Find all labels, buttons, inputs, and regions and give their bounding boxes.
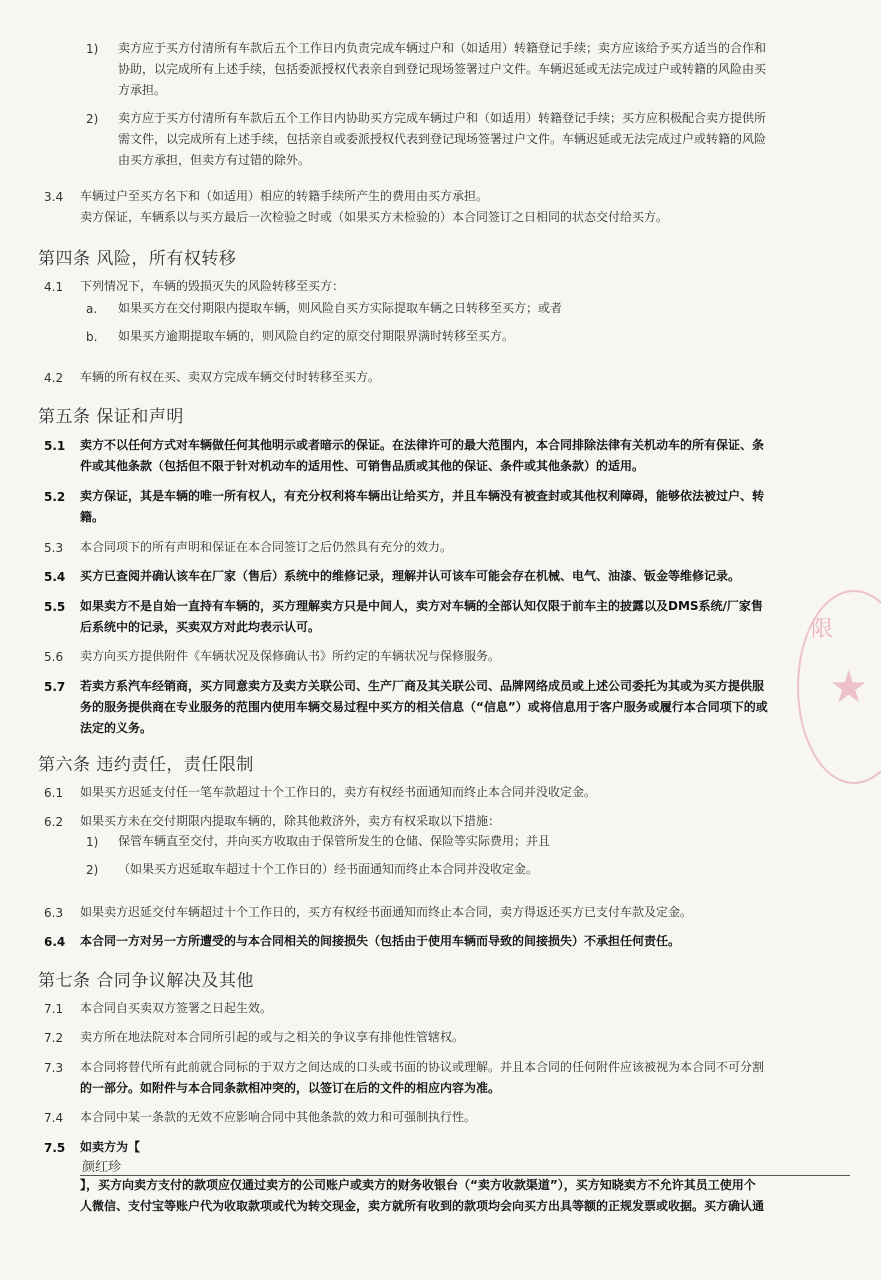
clause-text: 如果卖方迟延交付车辆超过十个工作日的，买方有权经书面通知而终止本合同，卖方得返还买方已支付车款及定金。 xyxy=(80,905,693,919)
clause-number: 6.3 xyxy=(44,906,64,920)
company-seal-stamp xyxy=(797,590,881,784)
star-icon: ★ xyxy=(829,662,869,713)
clause-text: 车辆过户至买方名下和（如适用）相应的转籍手续所产生的费用由买方承担。 xyxy=(80,189,489,203)
clause-number: 7.2 xyxy=(44,1031,64,1045)
clause-text: 卖方应于买方付清所有车款后五个工作日内负责完成车辆过户和（如适用）转籍登记手续；卖方应该给予买方适当的合作和 xyxy=(118,41,767,55)
clause-number: 4.1 xyxy=(44,280,64,294)
clause-text: 本合同一方对另一方所遭受的与本合同相关的间接损失（包括由于使用车辆而导致的间接损失）不承担任何责任。 xyxy=(80,934,681,948)
item-number: 2) xyxy=(86,863,99,877)
handwritten-name: 颜红珍 xyxy=(82,1160,122,1175)
clause-text: 买方已查阅并确认该车在厂家（售后）系统中的维修记录，理解并认可该车可能会存在机械、电气、油漆、钣金等维修记录。 xyxy=(80,569,741,583)
clause-number: 5.4 xyxy=(44,570,66,584)
clause-text: 人微信、支付宝等账户代为收取款项或代为转交现金，卖方就所有收到的款项均会向买方出具等额的正规发票或收据。买方确认通 xyxy=(80,1199,765,1213)
clause-text: 务的服务提供商在专业服务的范围内使用车辆交易过程中买方的相关信息（“信息”）或将信息用于客户服务或履行本合同项下的或 xyxy=(80,700,768,714)
item-letter: a. xyxy=(86,302,98,316)
clause-text: 下列情况下，车辆的毁损灭失的风险转移至买方： xyxy=(80,279,345,293)
clause-text: 保管车辆直至交付，并向买方收取由于保管所发生的仓储、保险等实际费用；并且 xyxy=(118,834,551,848)
clause-text: 如果买方未在交付期限内提取车辆的，除其他救济外，卖方有权采取以下措施： xyxy=(80,814,501,828)
clause-number: 5.3 xyxy=(44,541,64,555)
item-number: 1) xyxy=(86,42,99,56)
clause-number: 3.4 xyxy=(44,190,64,204)
section-heading: 第六条 违约责任，责任限制 xyxy=(38,755,254,775)
clause-text: 方承担。 xyxy=(118,83,167,97)
clause-number: 7.3 xyxy=(44,1061,64,1075)
clause-number: 7.4 xyxy=(44,1111,64,1125)
clause-number: 6.4 xyxy=(44,935,66,949)
clause-text: 车辆的所有权在买、卖双方完成车辆交付时转移至买方。 xyxy=(80,370,381,384)
clause-text: 需文件，以完成所有上述手续，包括亲自或委派授权代表到登记现场签署过户文件。车辆迟延或无法完成过户或转籍的风险 xyxy=(118,132,767,146)
clause-text: 本合同中某一条款的无效不应影响合同中其他条款的效力和可强制执行性。 xyxy=(80,1110,477,1124)
clause-number: 7.5 xyxy=(44,1141,66,1155)
clause-text: 卖方应于买方付清所有车款后五个工作日内协助买方完成车辆过户和（如适用）转籍登记手续；买方应积极配合卖方提供所 xyxy=(118,111,767,125)
clause-text: 如果买方在交付期限内提取车辆，则风险自买方实际提取车辆之日转移至买方；或者 xyxy=(118,301,563,315)
clause-text: 的一部分。如附件与本合同条款相冲突的，以签订在后的文件的相应内容为准。 xyxy=(80,1081,501,1095)
clause-text: 如卖方为【 xyxy=(80,1140,141,1154)
clause-text: 后系统中的记录，买卖双方对此均表示认可。 xyxy=(80,620,321,634)
clause-number: 5.5 xyxy=(44,600,66,614)
clause-text: 本合同自买卖双方签署之日起生效。 xyxy=(80,1001,273,1015)
clause-number: 4.2 xyxy=(44,371,64,385)
item-letter: b. xyxy=(86,330,98,344)
item-number: 1) xyxy=(86,835,99,849)
clause-number: 5.1 xyxy=(44,439,66,453)
clause-number: 5.2 xyxy=(44,490,66,504)
clause-text: 件或其他条款（包括但不限于针对机动车的适用性、可销售品质或其他的保证、条件或其他条款）的适用。 xyxy=(80,459,645,473)
clause-text: 法定的义务。 xyxy=(80,721,153,735)
clause-number: 6.1 xyxy=(44,786,64,800)
section-heading: 第五条 保证和声明 xyxy=(38,407,184,427)
clause-text: （如果买方迟延取车超过十个工作日的）经书面通知而终止本合同并没收定金。 xyxy=(118,862,539,876)
clause-text: 卖方保证，车辆系以与买方最后一次检验之时或（如果买方未检验的）本合同签订之日相同的状态交付给买方。 xyxy=(80,210,669,224)
clause-text: 本合同项下的所有声明和保证在本合同签订之后仍然具有充分的效力。 xyxy=(80,540,453,554)
clause-number: 5.6 xyxy=(44,650,64,664)
clause-number: 6.2 xyxy=(44,815,64,829)
clause-text: 籍。 xyxy=(80,510,105,524)
seal-fragment: 限 xyxy=(811,617,834,642)
clause-text: 若卖方系汽车经销商，买方同意卖方及卖方关联公司、生产厂商及其关联公司、品牌网络成员或上述公司委托为其或为买方提供服 xyxy=(80,679,765,693)
item-number: 2) xyxy=(86,112,99,126)
clause-text: 卖方保证，其是车辆的唯一所有权人，有充分权利将车辆出让给买方，并且车辆没有被查封或其他权利障碍，能够依法被过户、转 xyxy=(80,489,765,503)
clause-number: 7.1 xyxy=(44,1002,64,1016)
section-heading: 第七条 合同争议解决及其他 xyxy=(38,971,254,991)
clause-text: 卖方向买方提供附件《车辆状况及保修确认书》所约定的车辆状况与保修服务。 xyxy=(80,649,501,663)
section-heading: 第四条 风险，所有权转移 xyxy=(38,249,237,269)
clause-text: 如果买方逾期提取车辆的，则风险自约定的原交付期限界满时转移至买方。 xyxy=(118,329,515,343)
clause-text: 本合同将替代所有此前就合同标的于双方之间达成的口头或书面的协议或理解。并且本合同的任何附件应该被视为本合同不可分割 xyxy=(80,1060,765,1074)
clause-text: 卖方所在地法院对本合同所引起的或与之相关的争议享有排他性管辖权。 xyxy=(80,1030,465,1044)
clause-text: 卖方不以任何方式对车辆做任何其他明示或者暗示的保证。在法律许可的最大范围内，本合同排除法律有关机动车的所有保证、条 xyxy=(80,438,765,452)
clause-text: 如果买方迟延支付任一笔车款超过十个工作日的，卖方有权经书面通知而终止本合同并没收定金。 xyxy=(80,785,597,799)
clause-number: 5.7 xyxy=(44,680,66,694)
clause-text: 由买方承担，但卖方有过错的除外。 xyxy=(118,153,311,167)
clause-text: 如果卖方不是自始一直持有车辆的，买方理解卖方只是中间人，卖方对车辆的全部认知仅限于前车主的披露以及DMS系统/厂家售 xyxy=(80,599,763,613)
clause-text: 协助，以完成所有上述手续，包括委派授权代表亲自到登记现场签署过户文件。车辆迟延或无法完成过户或转籍的风险由买 xyxy=(118,62,767,76)
clause-text: 】，买方向卖方支付的款项应仅通过卖方的公司账户或卖方的财务收银台（“卖方收款渠道”），买方知晓卖方不允许其员工使用个 xyxy=(80,1178,756,1192)
